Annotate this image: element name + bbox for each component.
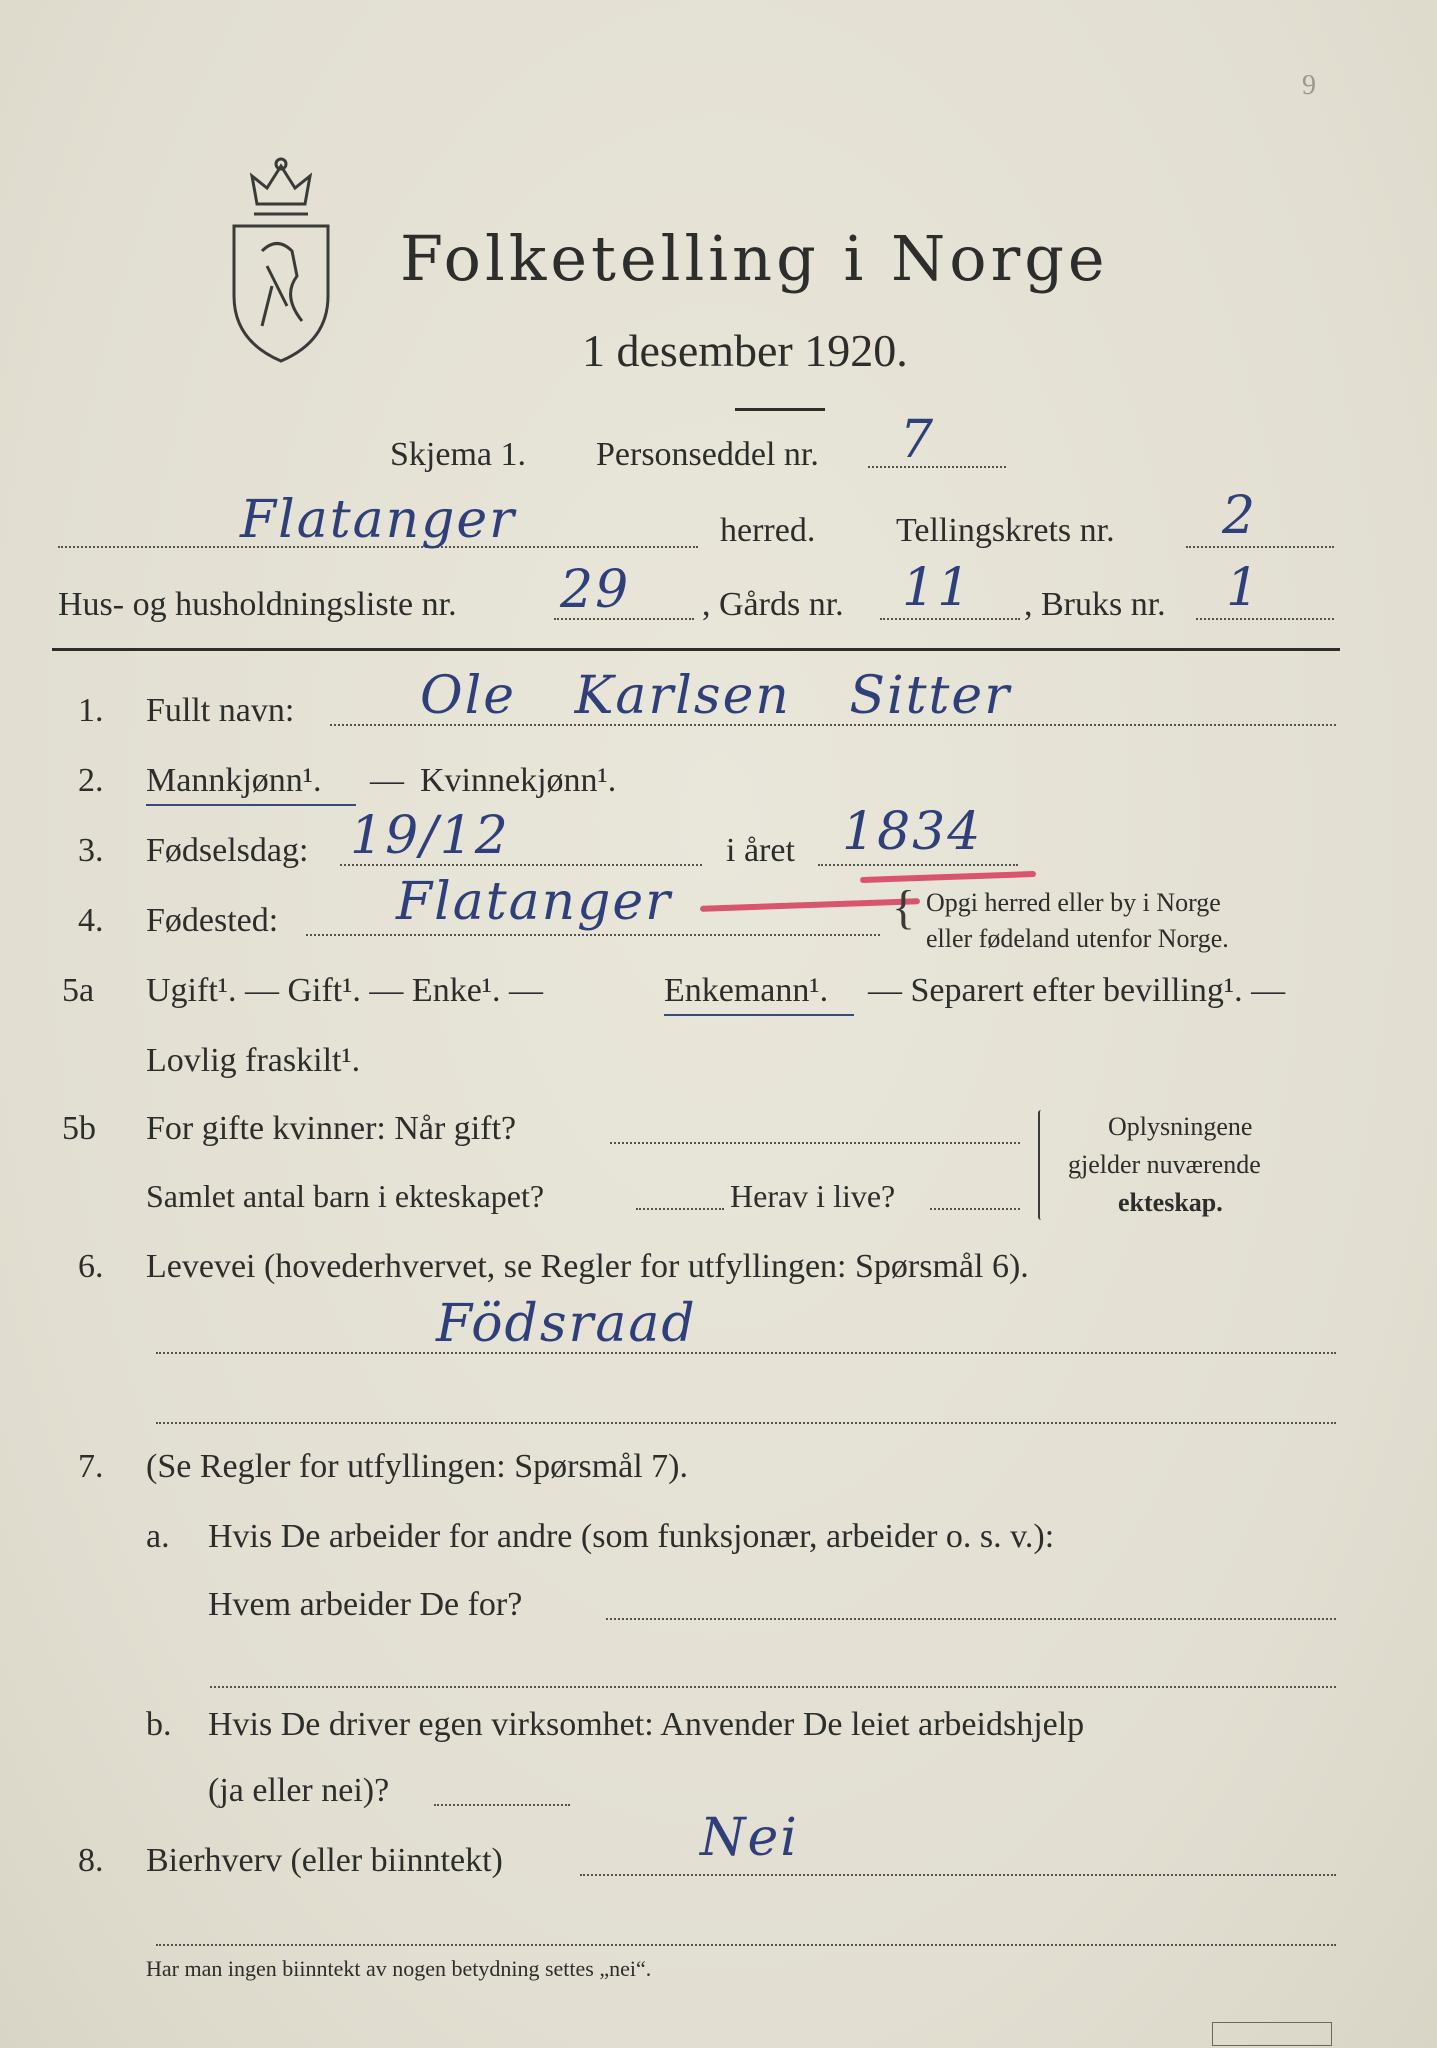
gards-value[interactable]: 11	[902, 558, 973, 618]
q5b-label1: For gifte kvinner: Når gift?	[146, 1110, 517, 1147]
q7a-letter: a.	[146, 1518, 170, 1555]
q7b-text: Hvis De driver egen virksomhet: Anvender De leiet arbeidshjelp	[208, 1706, 1085, 1743]
q1-label: Fullt navn:	[146, 692, 295, 729]
male-option[interactable]: Mannkjønn¹.	[146, 762, 322, 799]
q7b-question: (ja eller nei)?	[208, 1772, 390, 1809]
q3-number: 3.	[78, 832, 104, 869]
q5b-note3: ekteskap.	[1118, 1188, 1223, 1217]
red-correction-mark-2	[700, 898, 920, 912]
q8-number: 8.	[78, 1842, 104, 1879]
q5a-options-line2[interactable]: Lovlig fraskilt¹.	[146, 1042, 361, 1079]
page-title: Folketelling i Norge	[400, 222, 1109, 295]
q7-label: (Se Regler for utfyllingen: Spørsmål 7).	[146, 1448, 689, 1485]
husliste-value[interactable]: 29	[560, 560, 631, 620]
female-option[interactable]: Kvinnekjønn¹.	[420, 762, 617, 799]
footer-note: Har man ingen biinntekt av nogen betydning settes „nei“.	[146, 1956, 652, 1981]
herred-label: herred.	[720, 512, 816, 549]
q5a-options-start[interactable]: Ugift¹. — Gift¹. — Enke¹. —	[146, 972, 543, 1009]
q4-note-brace: {	[892, 881, 916, 934]
husliste-label: Hus- og husholdningsliste nr.	[58, 586, 457, 623]
red-correction-mark-1	[860, 871, 1036, 883]
skjema-label: Skjema 1.	[390, 436, 526, 473]
birthday-value[interactable]: 19/12	[350, 806, 510, 866]
norwegian-coat-of-arms-icon	[222, 156, 340, 366]
q4-number: 4.	[78, 902, 104, 939]
q5b-number: 5b	[62, 1110, 96, 1147]
q2-separator: —	[370, 762, 404, 799]
personseddel-label: Personseddel nr.	[596, 436, 819, 473]
q5b-note2: gjelder nuværende	[1068, 1150, 1261, 1179]
q7a-question: Hvem arbeider De for?	[208, 1586, 523, 1623]
personseddel-value[interactable]: 7	[900, 410, 936, 470]
q7a-text: Hvis De arbeider for andre (som funksjonær, arbeider o. s. v.):	[208, 1518, 1055, 1555]
male-underline	[146, 804, 356, 806]
q5b-note1: Oplysningene	[1108, 1112, 1253, 1141]
tellingskrets-value[interactable]: 2	[1222, 486, 1258, 546]
birthplace-value[interactable]: Flatanger	[396, 872, 673, 932]
q6-label: Levevei (hovederhvervet, se Regler for utfyllingen: Spørsmål 6).	[146, 1248, 1029, 1285]
q2-number: 2.	[78, 762, 104, 799]
q3-label: Fødselsdag:	[146, 832, 309, 869]
corner-page-number: 9	[1302, 70, 1316, 101]
printer-stamp	[1212, 2022, 1332, 2046]
bruks-value[interactable]: 1	[1226, 558, 1262, 618]
q5b-label3: Herav i live?	[730, 1178, 896, 1214]
q8-label: Bierhverv (eller biinntekt)	[146, 1842, 503, 1879]
q4-note-line2: eller fødeland utenfor Norge.	[926, 924, 1229, 953]
census-date: 1 desember 1920.	[582, 325, 908, 376]
q5a-number: 5a	[62, 972, 95, 1009]
year-label: i året	[726, 832, 795, 869]
q4-label: Fødested:	[146, 902, 279, 939]
tellingskrets-label: Tellingskrets nr.	[896, 512, 1115, 549]
gards-label: , Gårds nr.	[702, 586, 844, 623]
header-divider	[52, 648, 1340, 651]
q5b-label2: Samlet antal barn i ekteskapet?	[146, 1178, 545, 1214]
enkemann-underline	[664, 1014, 854, 1016]
full-name-value[interactable]: Ole Karlsen Sitter	[420, 666, 1012, 726]
q6-number: 6.	[78, 1248, 104, 1285]
side-income-value[interactable]: Nei	[700, 1808, 799, 1868]
title-divider	[735, 408, 825, 411]
q7-number: 7.	[78, 1448, 104, 1485]
q1-number: 1.	[78, 692, 104, 729]
q5b-note-brace	[1038, 1110, 1044, 1220]
q4-note-line1: Opgi herred eller by i Norge	[926, 888, 1221, 917]
herred-value[interactable]: Flatanger	[240, 490, 517, 550]
bruks-label: , Bruks nr.	[1024, 586, 1166, 623]
q7b-letter: b.	[146, 1706, 172, 1743]
birth-year-value[interactable]: 1834	[842, 802, 983, 862]
q5a-options-end[interactable]: — Separert efter bevilling¹. —	[868, 972, 1286, 1009]
enkemann-option[interactable]: Enkemann¹.	[664, 972, 829, 1009]
occupation-value[interactable]: Födsraad	[436, 1294, 697, 1354]
